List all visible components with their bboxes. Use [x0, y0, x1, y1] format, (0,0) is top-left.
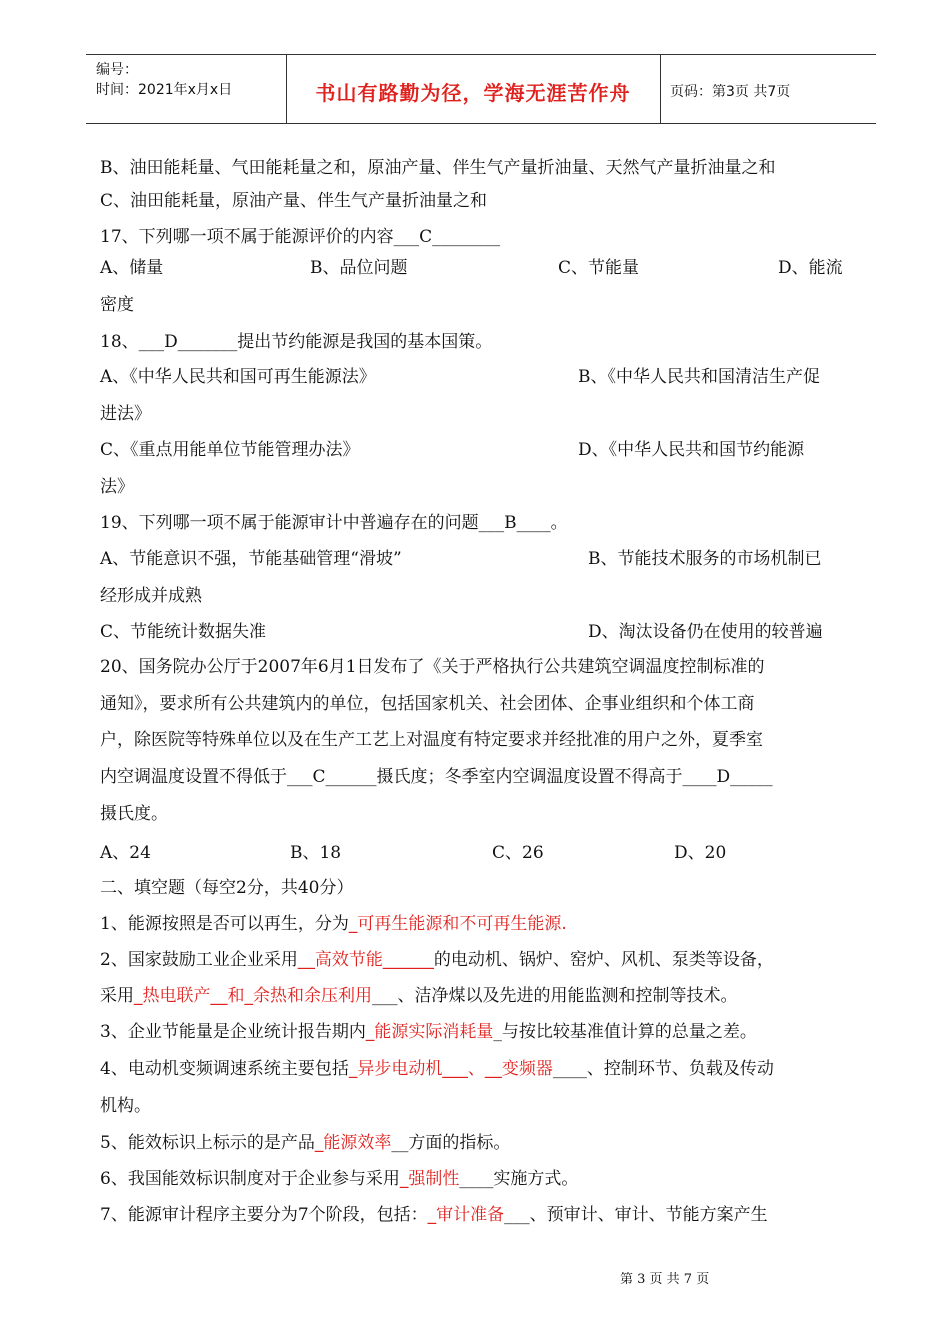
q17-options	[100, 256, 860, 280]
question-20-cont: 摄氏度。	[100, 804, 168, 824]
fill-answer: _能源效率	[314, 1133, 392, 1153]
option-c: C、节能统计数据失准	[100, 622, 267, 642]
header-motto-cell	[286, 55, 661, 123]
fill-text: 采用	[100, 986, 134, 1006]
page-header	[86, 54, 876, 124]
fill-answer: _热电联产__和_余热和余压利用	[134, 986, 372, 1006]
fill-7	[100, 1203, 768, 1227]
section-heading: 二、填空题（每空2分，共40分）	[100, 878, 354, 898]
option-d: D、能流	[778, 258, 843, 278]
doc-number-label: 编号：	[96, 62, 138, 78]
fill-2-cont	[100, 984, 738, 1008]
option-d: D、《中华人民共和国节约能源	[578, 440, 805, 460]
fill-text: 3、企业节能量是企业统计报告期内	[100, 1022, 366, 1042]
option-b: B、18	[290, 843, 342, 863]
option-continuation: 法》	[100, 477, 134, 497]
fill-4-cont: 机构。	[100, 1096, 151, 1116]
option-c: C、26	[492, 843, 544, 863]
option-c: C、《重点用能单位节能管理办法》	[100, 440, 360, 460]
fill-text: 4、电动机变频调速系统主要包括	[100, 1059, 349, 1079]
fill-4	[100, 1057, 774, 1081]
option-a: A、节能意识不强，节能基础管理“滑坡”	[100, 549, 402, 569]
fill-answer: _审计准备	[427, 1205, 505, 1225]
option-b: B、品位问题	[310, 258, 408, 278]
fill-text: ___、预审计、审计、节能方案产生	[504, 1205, 768, 1225]
question-18: 18、___D_______提出节约能源是我国的基本国策。	[100, 332, 493, 352]
fill-6	[100, 1167, 578, 1191]
question-20-cont: 通知》，要求所有公共建筑内的单位，包括国家机关、社会团体、企事业组织和个体工商	[100, 694, 755, 714]
q19-options-ab	[100, 547, 860, 571]
option-a: A、储量	[100, 258, 164, 278]
question-20: 20、国务院办公厅于2007年6月1日发布了《关于严格执行公共建筑空调温度控制标准的	[100, 657, 765, 677]
question-17: 17、下列哪一项不属于能源评价的内容___C________	[100, 227, 501, 247]
option-b: B、《中华人民共和国清洁生产促	[578, 367, 820, 387]
option-continuation: 经形成并成熟	[100, 586, 202, 606]
doc-time-label: 时间：2021年x月x日	[96, 82, 233, 98]
option-continuation: 进法》	[100, 404, 151, 424]
fill-text: 6、我国能效标识制度对于企业参与采用	[100, 1169, 400, 1189]
header-page-label: 页码：第3页 共7页	[670, 84, 791, 100]
fill-text: ____实施方式。	[459, 1169, 579, 1189]
fill-text: 7、能源审计程序主要分为7个阶段，包括：	[100, 1205, 428, 1225]
option-continuation: 密度	[100, 295, 134, 315]
option-c: C、节能量	[558, 258, 640, 278]
fill-text: 2、国家鼓励工业企业采用	[100, 950, 298, 970]
fill-answer: _异步电动机___、__变频器	[348, 1059, 553, 1079]
header-motto: 书山有路勤为径，学海无涯苦作舟	[315, 81, 631, 105]
header-page-cell	[660, 55, 876, 123]
option-a: A、《中华人民共和国可再生能源法》	[100, 367, 376, 387]
header-meta	[86, 55, 287, 123]
option-d: D、淘汰设备仍在使用的较普遍	[588, 622, 823, 642]
option-b: B、节能技术服务的市场机制已	[588, 549, 822, 569]
fill-3	[100, 1020, 757, 1044]
q18-options-ab	[100, 365, 860, 389]
fill-2	[100, 948, 774, 972]
fill-answer: _能源实际消耗量	[365, 1022, 494, 1042]
option-a: A、24	[100, 843, 151, 863]
option-d: D、20	[674, 843, 727, 863]
fill-text: 1、能源按照是否可以再生，分为	[100, 914, 349, 934]
fill-answer: __高效节能______	[297, 950, 434, 970]
fill-text: ___、洁净煤以及先进的用能监测和控制等技术。	[372, 986, 738, 1006]
option-line: C、油田能耗量，原油产量、伴生气产量折油量之和	[100, 191, 488, 211]
question-20-cont: 户，除医院等特殊单位以及在生产工艺上对温度有特定要求并经批准的用户之外，夏季室	[100, 730, 763, 750]
fill-5	[100, 1131, 510, 1155]
q20-options	[100, 841, 860, 865]
fill-text: 的电动机、锅炉、窑炉、风机、泵类等设备，	[433, 950, 774, 970]
fill-text: 5、能效标识上标示的是产品	[100, 1133, 315, 1153]
option-line: B、油田能耗量、气田能耗量之和，原油产量、伴生气产量折油量、天然气产量折油量之和	[100, 158, 776, 178]
question-20-cont: 内空调温度设置不得低于___C______摄氏度；冬季室内空调温度设置不得高于____D_____	[100, 767, 773, 787]
fill-answer: _可再生能源和不可再生能源.	[348, 914, 567, 934]
q19-options-cd	[100, 620, 860, 644]
footer-page-number: 第 3 页 共 7 页	[620, 1272, 710, 1287]
fill-answer: _强制性	[399, 1169, 460, 1189]
fill-text: _与按比较基准值计算的总量之差。	[493, 1022, 757, 1042]
fill-1	[100, 912, 567, 936]
fill-text: ____、控制环节、负载及传动	[552, 1059, 774, 1079]
fill-text: __方面的指标。	[391, 1133, 511, 1153]
q18-options-cd	[100, 438, 860, 462]
question-19: 19、下列哪一项不属于能源审计中普遍存在的问题___B____。	[100, 513, 568, 533]
